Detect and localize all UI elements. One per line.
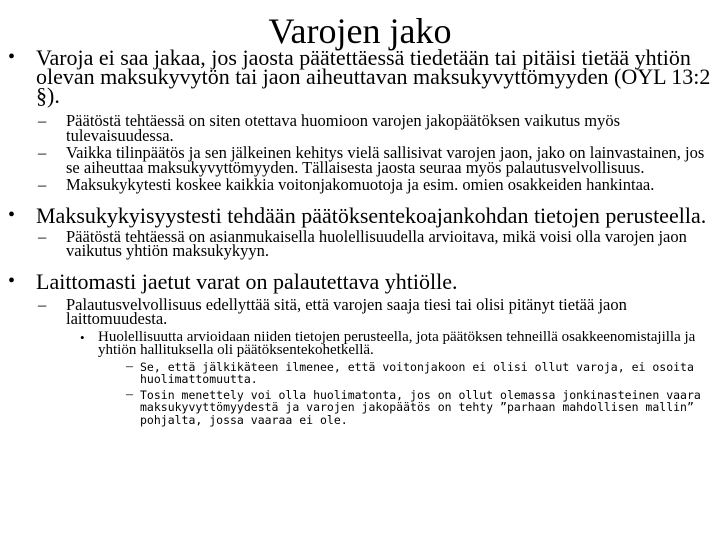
sub-point-3-1 [8,294,714,328]
bullet-point-2-text: Maksukykyisyystesti tehdään päätöksentekoajankohdan tietojen perusteella. [36,202,707,228]
level4-point-2 [8,386,714,427]
bullet-point-2 [8,202,714,228]
bullet-point-3 [8,268,714,294]
dash-icon: – [38,226,47,246]
level4-point-1 [8,358,714,386]
sub-point-3-1-text: Palautusvelvollisuus edellyttää sitä, että varojen saaja tiesi tai olisi pitänyt tietää jaon laittomuudesta. [66,294,627,328]
sub-point-1-2-text: Vaikka tilinpäätös ja sen jälkeinen kehitys vielä sallisivat varojen jaon, jako on lainvastainen, jos se aiheuttaa maksukyvyttömyyden. Tällaisesta jaosta seuraa myös palautusvelvollisuus. [66,143,705,177]
slide-content [8,45,714,427]
bullet-icon: • [80,329,85,345]
bullet-point-3-text: Laittomasti jaetut varat on palautettava yhtiölle. [36,268,458,294]
bullet-point-1-text: Varoja ei saa jakaa, jos jaosta päätettäessä tiedetään tai pitäisi tietää yhtiön olevan maksukyvytön tai jaon aiheuttavan maksukyvyttömyyden (OYL 13:2 §). [36,45,711,108]
sub-point-2-1-text: Päätöstä tehtäessä on asianmukaisella huolellisuudella arvioitava, mikä voisi olla varojen jaon vaikutus yhtiön maksukykyyn. [66,226,687,260]
bullet-icon: • [8,203,16,226]
sub-point-1-1-text: Päätöstä tehtäessä on siten otettava huomioon varojen jakopäätöksen vaikutus myös tulevaisuudessa. [66,111,620,145]
sub-point-1-3 [8,175,714,194]
bullet-icon: • [8,46,16,68]
level4-point-1-text: Se, että jälkikäteen ilmenee, että voitonjakoon ei olisi ollut varoja, ei osoita huolimattomuutta. [140,359,694,386]
dash-icon: – [38,111,47,130]
sub-point-1-1 [8,111,714,145]
sub-sub-point-3-1-1-text: Huolellisuutta arvioidaan niiden tietojen perusteella, jota päätöksen tehneillä osakkeenomistajilla ja yhtiön hallituksella oli päätöksentekohetkellä. [98,328,696,358]
sub-sub-point-3-1-1 [8,328,714,358]
dash-icon: – [126,386,133,402]
bullet-icon: • [8,269,16,292]
sub-point-1-3-text: Maksukykytesti koskee kaikkia voitonjakomuotoja ja esim. omien osakkeiden hankintaa. [66,175,655,194]
dash-icon: – [126,358,133,374]
slide-title: Varojen jako [268,11,452,51]
dash-icon: – [38,294,47,314]
sub-point-2-1 [8,226,714,260]
level4-point-2-text: Tosin menettely voi olla huolimatonta, jos on ollut olemassa jonkinasteinen vaara maksukyvyttömyydestä ja varojen jakopäätös on tehty ”parhaan mahdollisen mallin” pohjalta, jossa vaaraa ei ole. [140,387,701,427]
bullet-point-1 [8,45,714,108]
dash-icon: – [38,143,47,162]
sub-point-1-2 [8,143,714,177]
dash-icon: – [38,175,47,194]
